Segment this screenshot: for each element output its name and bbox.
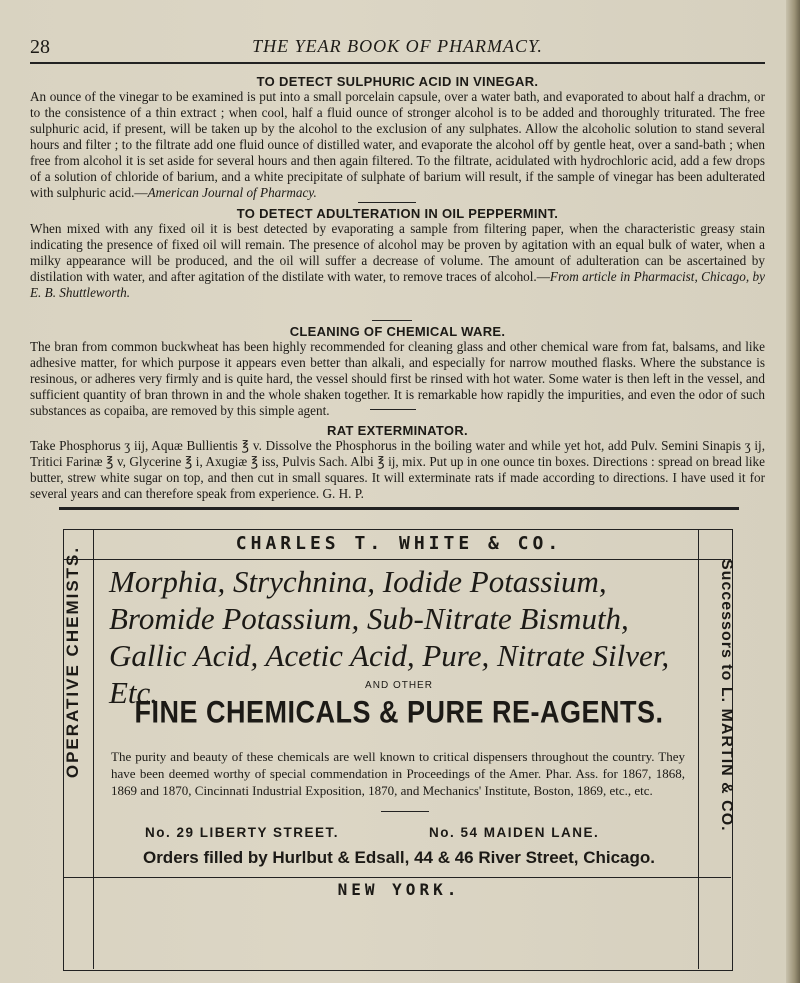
running-title: THE YEAR BOOK OF PHARMACY. <box>252 36 543 56</box>
ad-head-rule <box>63 559 731 560</box>
ad-foot-rule <box>63 877 731 878</box>
page-number: 28 <box>30 36 50 58</box>
article-body: An ounce of the vinegar to be examined is put into a small porcelain capsule, over a water bath, and evaporated to about half a drachm, or to the consistence of a thin extract ; when cool, half a fluid ounce of stronger alcohol is to be added and thoroughly triturated. The free sulphuric acid, if present, will be taken up by the alcohol to the exclusion of any sulphates. Allow the alcoholic solution to stand several hours and filter ; to the filtrate add one fluid ounce of distilled water, and evaporate the alcohol off by gentle heat, over a sand-bath ; when free from alcohol it is set aside for several hours and then again filtered. To the filtrate, acidulated with hydrochloric acid, add a few drops of a solution of chloride of barium, and a white precipitate of sulphate of barium will result, if the sample of vinegar has been adulterated with sulphuric acid.—American Journal of Pharmacy. <box>30 89 765 200</box>
fine-chemicals-heading: FINE CHEMICALS & PURE RE-AGENTS. <box>134 694 664 730</box>
article-title: CLEANING OF CHEMICAL WARE. <box>289 324 506 339</box>
article-source: From article in Pharmacist, Chicago, by E. B. Shuttleworth. <box>30 269 765 300</box>
article-title: TO DETECT SULPHURIC ACID IN VINEGAR. <box>256 74 539 89</box>
page-edge <box>786 0 800 983</box>
firm-name: CHARLES T. WHITE & CO. <box>235 533 563 554</box>
purity-text: The purity and beauty of these chemicals are well known to critical dispensers throughout the country. They have been deemed worthy of special commendation in Proceedings of the Amer. Phar. Ass. for 1867, 1868, 1869 and 1870, Cincinnati Industrial Exposition, 1870, and Mechanics' Institute, Boston, 1869, etc., etc. <box>111 749 685 798</box>
article-cleaning-chemical-ware <box>30 324 765 419</box>
article-title: RAT EXTERMINATOR. <box>327 423 468 438</box>
divider <box>358 202 416 203</box>
city-label: NEW YORK. <box>337 880 461 899</box>
product-list: Morphia, Strychnina, Iodide Potassium, Bromide Potassium, Sub-Nitrate Bismuth, Gallic Acid, Acetic Acid, Pure, Nitrate Silver, Etc. <box>109 564 670 710</box>
address-liberty: No. 29 LIBERTY STREET. <box>145 825 340 840</box>
divider <box>372 320 412 321</box>
ad-divider <box>381 811 429 812</box>
orders-line: Orders filled by Hurlbut & Edsall, 44 & 46 River Street, Chicago. <box>142 848 656 867</box>
article-sulphuric-acid <box>30 74 765 201</box>
and-other-label: AND OTHER <box>365 680 433 691</box>
advertisement <box>59 507 739 975</box>
article-body: When mixed with any fixed oil it is best detected by evaporating a sample from filtering paper, when the characteristic greasy stain indicating the presence of fixed oil will remain. The presence of alcohol may be proven by agitation with an equal bulk of water, when a milky appearance will be produced, and the oil will suffer a decrease of volume. The amount of adulteration can be ascertained by distilation with water, and after agitation of the distilate with water, to remove traces of alcohol.—From article in Pharmacist, Chicago, by E. B. Shuttleworth. <box>30 221 765 300</box>
ad-top-rule <box>59 507 739 510</box>
article-title: TO DETECT ADULTERATION IN OIL PEPPERMINT. <box>236 206 559 221</box>
article-body: The bran from common buckwheat has been highly recommended for cleaning glass and other chemical ware from fat, balsams, and like adhesive matter, for which purpose it appears even better than alkali, and especially for narrow mouthed flasks. Where the substance is resinous, or adheres very firmly and is quite hard, the vessel should first be rinsed with hot water. Some water is then left in the vessel, and sufficient quantity of bran thrown in and the whole shaken together. It is remarkable how rapidly the impurities, and even the odor of such substances as copaiba, are removed by this simple agent. <box>30 339 765 418</box>
address-maiden: No. 54 MAIDEN LANE. <box>429 825 600 840</box>
page-header <box>30 36 765 64</box>
article-rat-exterminator <box>30 423 765 502</box>
article-source: American Journal of Pharmacy. <box>147 185 317 200</box>
side-label-right: Successors to L. MARTIN & CO. <box>718 559 735 832</box>
divider <box>370 409 416 410</box>
side-label-left: OPERATIVE CHEMISTS. <box>63 545 82 779</box>
article-body: Take Phosphorus ʒ iij, Aquæ Bullientis ℥ v. Dissolve the Phosphorus in the boiling water and while yet hot, add Pulv. Semini Sinapis ʒ ij, Tritici Farinæ ℥ v, Glycerine ℥ i, Axugiæ ℥ iss, Pulvis Sach. Albi ℥ ij, mix. Put up in one ounce tin boxes. Directions : spread on bread like butter, strew white sugar on top, and then cut in small squares. It will exterminate rats if made according to directions. I have used it for several years and can therefore speak from experience. G. H. P. <box>30 438 765 501</box>
article-oil-peppermint <box>30 206 765 301</box>
